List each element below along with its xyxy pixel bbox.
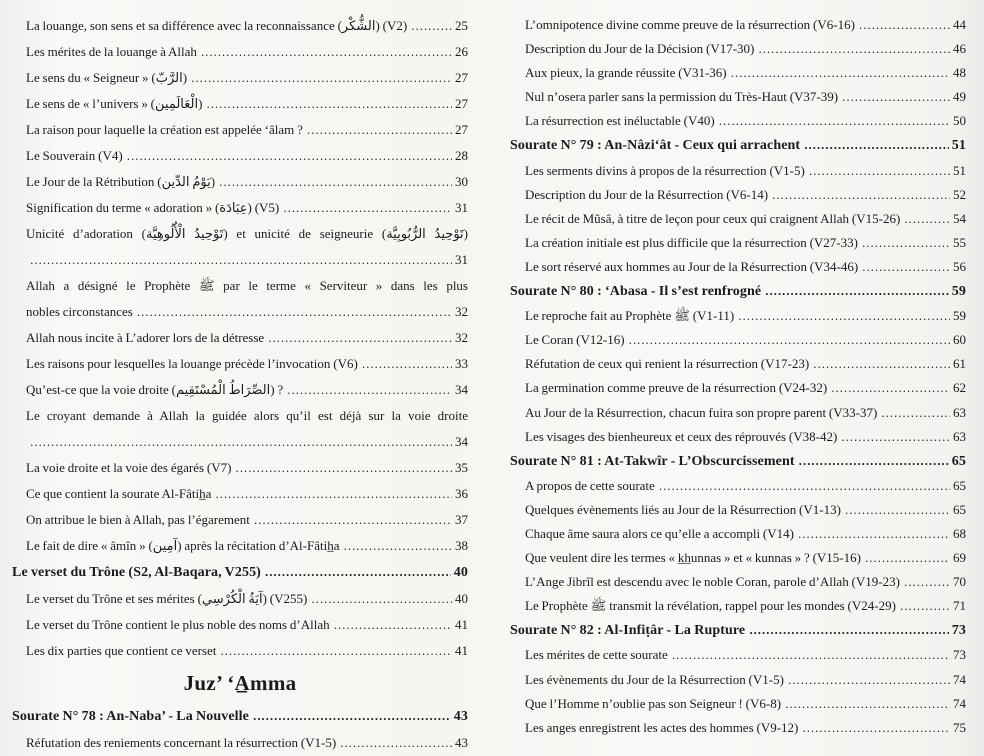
toc-entry-text: Le sens de « l’univers » (الْعَالَمِين) xyxy=(26,96,203,111)
toc-entry xyxy=(12,351,468,377)
toc-entry-text: La voie droite et la voie des égarés (V7) xyxy=(26,460,232,475)
toc-entry-text: Unicité d’adoration (تَوْحِيدُ الْأُلُوهِيَّة) et unicité de seigneurie (تَوْحِيدُ الرُّبُوبِيَّة) xyxy=(26,226,469,241)
page-number: 48 xyxy=(953,65,966,81)
page-number: 59 xyxy=(953,308,966,324)
dot-leader xyxy=(283,377,452,403)
toc-entry-text: Signification du terme « adoration » (عِبَادَة) (V5) xyxy=(26,200,280,215)
toc-entry-text: Le Prophète ﷺ transmit la révélation, rappel pour les mondes (V24-29) xyxy=(525,598,896,614)
toc-entry xyxy=(12,325,468,351)
page-number: 73 xyxy=(953,647,966,663)
toc-entry-text: Ce que contient la sourate Al-Fâtih̲a xyxy=(26,486,212,501)
toc-entry xyxy=(510,449,966,474)
dot-leader xyxy=(827,376,950,400)
page-number: 36 xyxy=(455,486,468,501)
toc-entry-text: Le Souverain (V4) xyxy=(26,148,123,163)
toc-entry xyxy=(510,643,966,667)
page-number: 74 xyxy=(953,695,966,711)
toc-entry-text: La germination comme preuve de la résurrection (V24-32) xyxy=(525,380,828,396)
toc-entry-text: Au Jour de la Résurrection, chacun fuira son propre parent (V33-37) xyxy=(525,404,878,420)
page-number: 38 xyxy=(455,538,468,553)
page-number: 27 xyxy=(455,96,468,111)
toc-entry-text: On attribue le bien à Allah, pas l’égarement xyxy=(26,512,250,527)
page-number: 71 xyxy=(953,598,966,614)
page-number: 73 xyxy=(951,623,966,639)
page-number: 32 xyxy=(455,330,468,345)
page-number: 46 xyxy=(953,41,966,57)
page-number: 75 xyxy=(953,719,966,735)
toc-entry-text: Le fait de dire « âmîn » (آمِين) après la récitation d’Al-Fâtih̲a xyxy=(26,538,340,553)
page-number: 31 xyxy=(455,252,468,267)
toc-entry-text: Le Jour de la Rétribution (يَوْمُ الدِّين) xyxy=(26,174,216,189)
page-number: 74 xyxy=(953,671,966,687)
page-number: 60 xyxy=(953,332,966,348)
dot-leader xyxy=(794,522,950,546)
page-number: 56 xyxy=(953,258,966,274)
toc-entry-text: Allah nous incite à L’adorer lors de la détresse xyxy=(26,330,265,345)
dot-leader xyxy=(795,449,949,474)
dot-leader xyxy=(805,159,950,183)
dot-leader xyxy=(858,255,950,279)
page-number: 61 xyxy=(953,356,966,372)
toc-entry xyxy=(12,455,468,481)
toc-entry-text: Allah a désigné le Prophète ﷺ par le terme « Serviteur » dans les plus xyxy=(26,278,468,293)
page-number: 35 xyxy=(455,460,468,475)
toc-entry xyxy=(510,279,966,304)
toc-entry-continuation: nobles circonstances xyxy=(26,304,133,319)
toc-entry xyxy=(510,352,966,376)
toc-entry-text: Le sens du « Seigneur » (الرَّبّ) xyxy=(26,70,188,85)
dot-leader xyxy=(745,618,949,643)
toc-entry xyxy=(12,612,468,638)
toc-entry xyxy=(12,403,468,455)
toc-entry xyxy=(510,85,966,109)
toc-entry xyxy=(510,692,966,716)
toc-entry-text: Les mérites de la louange à Allah xyxy=(26,44,197,59)
toc-entry-text: Aux pieux, la grande réussite (V31-36) xyxy=(525,65,727,81)
dot-leader xyxy=(133,299,452,325)
toc-entry xyxy=(12,39,468,65)
dot-leader xyxy=(211,481,452,507)
page-number: 28 xyxy=(455,148,468,163)
toc-entry-text: Les visages des bienheureux et ceux des réprouvés (V38-42) xyxy=(525,428,838,444)
toc-entry-text: Sourate N° 80 : ‘Abasa - Il s’est renfrogné xyxy=(510,284,762,300)
toc-entry xyxy=(12,143,468,169)
toc-entry xyxy=(12,221,468,273)
toc-entry xyxy=(12,117,468,143)
toc-entry xyxy=(510,159,966,183)
page-number: 55 xyxy=(953,234,966,250)
dot-leader xyxy=(800,133,949,158)
toc-entry-text: Le Coran (V12-16) xyxy=(525,332,625,348)
toc-entry xyxy=(510,304,966,328)
toc-entry xyxy=(510,425,966,449)
toc-entry xyxy=(12,730,468,756)
dot-leader xyxy=(781,692,950,716)
page-number: 27 xyxy=(455,70,468,85)
toc-entry-text: Les anges enregistrent les actes des hommes (V9-12) xyxy=(525,719,799,735)
dot-leader xyxy=(216,638,452,664)
toc-entry-text: L’Ange Jibrîl est descendu avec le noble Coran, parole d’Allah (V19-23) xyxy=(525,574,900,590)
toc-entry xyxy=(510,37,966,61)
page-number: 40 xyxy=(453,565,468,580)
toc-entry-text: Description du Jour de la Résurrection (V6-14) xyxy=(525,186,769,202)
dot-leader xyxy=(754,37,950,61)
toc-entry xyxy=(12,559,468,586)
toc-entry-text: Que veulent dire les termes « k̲h̲unnas » et « kunnas » ? (V15-16) xyxy=(525,550,861,566)
page-number: 30 xyxy=(455,174,468,189)
dot-leader xyxy=(838,85,950,109)
page-number: 63 xyxy=(953,428,966,444)
toc-entry xyxy=(12,507,468,533)
dot-leader xyxy=(900,570,950,594)
toc-entry xyxy=(510,522,966,546)
page-number: 70 xyxy=(953,574,966,590)
toc-entry xyxy=(510,255,966,279)
toc-entry xyxy=(510,207,966,231)
dot-leader xyxy=(855,13,950,37)
toc-entry-text: Description du Jour de la Décision (V17-30) xyxy=(525,41,755,57)
page-number: 41 xyxy=(455,617,468,632)
dot-leader xyxy=(307,586,452,612)
toc-column-right xyxy=(510,13,966,756)
page-number: 65 xyxy=(951,453,966,469)
page-number: 27 xyxy=(455,122,468,137)
dot-leader xyxy=(655,474,950,498)
dot-leader xyxy=(858,231,950,255)
toc-entry-text: Réfutation des reniements concernant la résurrection (V1-5) xyxy=(26,735,337,750)
dot-leader xyxy=(861,546,950,570)
page-number: 59 xyxy=(951,284,966,300)
page-number: 37 xyxy=(455,512,468,527)
page-number: 49 xyxy=(953,89,966,105)
page-number: 26 xyxy=(455,44,468,59)
dot-leader xyxy=(761,279,949,304)
toc-entry xyxy=(510,594,966,618)
toc-entry-text: Sourate N° 81 : At-Takwîr - L’Obscurcissement xyxy=(510,453,795,469)
page-number: 65 xyxy=(953,501,966,517)
toc-entry-text: Les mérites de cette sourate xyxy=(525,647,668,663)
dot-leader xyxy=(837,425,950,449)
toc-entry xyxy=(510,668,966,692)
dot-leader xyxy=(215,169,452,195)
dot-leader xyxy=(715,109,950,133)
page-number: 44 xyxy=(953,17,966,32)
dot-leader xyxy=(261,559,451,586)
toc-entry xyxy=(510,376,966,400)
toc-entry xyxy=(510,546,966,570)
page-number: 25 xyxy=(455,18,468,33)
toc-entry-text: Le sort réservé aux hommes au Jour de la Résurrection (V34-46) xyxy=(525,258,859,274)
page-number: 43 xyxy=(455,735,468,750)
toc-entry-text: Nul n’osera parler sans la permission du Très-Haut (V37-39) xyxy=(525,89,839,105)
dot-leader xyxy=(26,247,452,273)
toc-entry-text: Sourate N° 79 : An-Nâzi‘ât - Ceux qui arrachent xyxy=(510,138,801,154)
toc-entry-text: Le verset du Trône contient le plus noble des noms d’Allah xyxy=(26,617,330,632)
dot-leader xyxy=(900,207,950,231)
toc-entry xyxy=(12,65,468,91)
page-number: 34 xyxy=(455,382,468,397)
toc-entry xyxy=(510,231,966,255)
toc-entry xyxy=(510,183,966,207)
toc-entry-text: La résurrection est inéluctable (V40) xyxy=(525,113,715,129)
dot-leader xyxy=(264,325,452,351)
page-number: 65 xyxy=(953,477,966,493)
page-number: 63 xyxy=(953,404,966,420)
toc-entry xyxy=(12,13,468,39)
toc-entry xyxy=(510,328,966,352)
toc-entry-text: La création initiale est plus difficile que la résurrection (V27-33) xyxy=(525,234,858,250)
dot-leader xyxy=(841,498,950,522)
dot-leader xyxy=(727,61,950,85)
toc-entry-text: Le verset du Trône (S2, Al-Baqara, V255) xyxy=(12,565,261,580)
dot-leader xyxy=(358,351,452,377)
dot-leader xyxy=(877,401,950,425)
toc-entry xyxy=(12,273,468,325)
dot-leader xyxy=(339,533,452,559)
dot-leader xyxy=(330,612,452,638)
toc-entry xyxy=(12,377,468,403)
dot-leader xyxy=(784,668,950,692)
dot-leader xyxy=(26,429,452,455)
dot-leader xyxy=(187,65,452,91)
toc-entry xyxy=(12,91,468,117)
dot-leader xyxy=(197,39,452,65)
toc-entry-text: Les dix parties que contient ce verset xyxy=(26,643,217,658)
dot-leader xyxy=(249,703,451,730)
page-number: 31 xyxy=(455,200,468,215)
toc-entry xyxy=(12,703,468,730)
toc-entry-text: Le reproche fait au Prophète ﷺ (V1-11) xyxy=(525,308,735,324)
toc-entry xyxy=(510,61,966,85)
page-number: 51 xyxy=(951,138,966,154)
dot-leader xyxy=(407,13,452,39)
toc-entry-text: Que l’Homme n’oublie pas son Seigneur ! (V6-8) xyxy=(525,695,782,711)
page-number: 41 xyxy=(455,643,468,658)
toc-entry xyxy=(510,133,966,158)
toc-entry-text: Les serments divins à propos de la résurrection (V1-5) xyxy=(525,162,805,178)
toc-entry xyxy=(12,586,468,612)
toc-entry-text: Sourate N° 78 : An-Naba’ - La Nouvelle xyxy=(12,709,249,724)
dot-leader xyxy=(231,455,452,481)
dot-leader xyxy=(250,507,452,533)
dot-leader xyxy=(336,730,452,756)
dot-leader xyxy=(734,304,950,328)
section-heading: Juz’ ‘A̲mma xyxy=(183,671,297,695)
toc-entry-text: Le croyant demande à Allah la guidée alors qu’il est déjà sur la voie droite xyxy=(26,408,468,423)
toc-entry xyxy=(510,716,966,740)
toc-entry-text: Le verset du Trône et ses mérites (آيَةُ الْكُرْسِي) (V255) xyxy=(26,591,308,606)
toc-entry xyxy=(510,618,966,643)
toc-entry-text: A propos de cette sourate xyxy=(525,477,655,493)
toc-entry-text: La raison pour laquelle la création est appelée ‘âlam ? xyxy=(26,122,303,137)
toc-entry xyxy=(12,533,468,559)
toc-entry-text: Les raisons pour lesquelles la louange précède l’invocation (V6) xyxy=(26,356,358,371)
page-number: 62 xyxy=(953,380,966,396)
dot-leader xyxy=(668,643,950,667)
toc-entry xyxy=(510,13,966,37)
toc-entry xyxy=(12,169,468,195)
page-number: 40 xyxy=(455,591,468,606)
dot-leader xyxy=(123,143,452,169)
dot-leader xyxy=(809,352,950,376)
toc-entry-text: Quelques évènements liés au Jour de la Résurrection (V1-13) xyxy=(525,501,841,517)
page-number: 43 xyxy=(453,709,468,724)
page-number: 54 xyxy=(953,210,966,226)
toc-entry xyxy=(12,481,468,507)
toc-entry xyxy=(12,195,468,221)
toc-column-left xyxy=(12,13,468,756)
page-number: 69 xyxy=(953,550,966,566)
toc-entry xyxy=(510,498,966,522)
page-number: 34 xyxy=(455,434,468,449)
toc-entry-text: Les évènements du Jour de la Résurrection (V1-5) xyxy=(525,671,784,687)
toc-entry-text: Qu’est-ce que la voie droite (الصِّرَاطُ الْمُسْتَقِيم) ? xyxy=(26,382,284,397)
dot-leader xyxy=(798,716,950,740)
toc-entry xyxy=(510,570,966,594)
toc-entry-text: Le récit de Mûsâ, à titre de leçon pour ceux qui craignent Allah (V15-26) xyxy=(525,210,901,226)
page-number: 68 xyxy=(953,525,966,541)
dot-leader xyxy=(896,594,950,618)
toc-entry xyxy=(510,474,966,498)
dot-leader xyxy=(625,328,950,352)
toc-entry-text: Chaque âme saura alors ce qu’elle a accompli (V14) xyxy=(525,525,794,541)
dot-leader xyxy=(279,195,452,221)
page-number: 50 xyxy=(953,113,966,129)
page-number: 33 xyxy=(455,356,468,371)
dot-leader xyxy=(768,183,950,207)
toc-entry-text: La louange, son sens et sa différence avec la reconnaissance (الشُّكْر) (V2) xyxy=(26,18,408,33)
toc-entry-text: L’omnipotence divine comme preuve de la résurrection (V6-16) xyxy=(525,17,855,32)
toc-entry-text: Sourate N° 82 : Al-Infiṭâr - La Rupture xyxy=(510,623,746,639)
page-number: 51 xyxy=(953,162,966,178)
toc-entry-text: Réfutation de ceux qui renient la résurrection (V17-23) xyxy=(525,356,810,372)
toc-entry xyxy=(12,638,468,664)
page-number: 32 xyxy=(455,304,468,319)
toc-entry xyxy=(510,401,966,425)
toc-entry xyxy=(510,109,966,133)
dot-leader xyxy=(303,117,452,143)
dot-leader xyxy=(202,91,452,117)
page-number: 52 xyxy=(953,186,966,202)
